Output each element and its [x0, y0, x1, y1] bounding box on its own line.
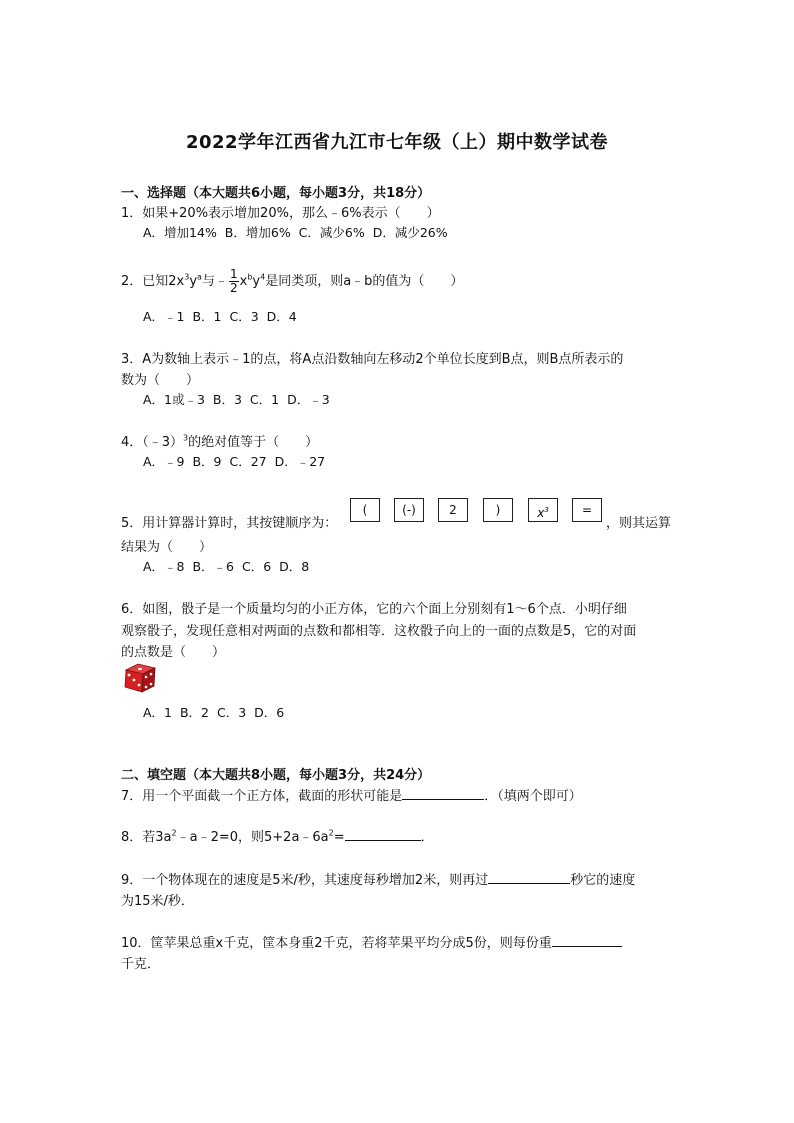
question-1: 1．如果+20%表示增加20%，那么﹣6%表示（ ） [121, 206, 440, 221]
question-3-line2: 数为（ ） [121, 373, 200, 388]
fraction-half: $\frac{1}{2}$ [229, 267, 238, 295]
page-title: 2022学年江西省九江市七年级（上）期中数学试卷 [185, 132, 609, 153]
question-5-prefix: 5．用计算器计算时，其按键顺序为： [121, 516, 338, 531]
dice-image [122, 661, 158, 695]
question-8: 8．若$3a^2﹣a﹣2=0$，则$5+2a﹣6a^2=$ ． [121, 828, 434, 845]
calc-key-power: $x^3$ [528, 498, 558, 522]
question-2-options: A．﹣1 B．1 C．3 D．4 [143, 309, 297, 324]
question-9-line1: 9．一个物体现在的速度是5米/秒，其速度每秒增加2米，则再过 秒它的速度 [121, 873, 636, 888]
answer-blank [552, 934, 622, 947]
question-5-line2: 结果为（ ） [121, 540, 213, 555]
question-3-options: A．1或﹣3 B．3 C．1 D．﹣3 [143, 392, 330, 407]
question-4: 4．（﹣3）$^3$的绝对值等于（ ） [121, 433, 319, 450]
answer-blank [488, 871, 570, 884]
calc-key-equals: = [572, 498, 602, 522]
question-1-options: A．增加14% B．增加6% C．减少6% D．减少26% [143, 225, 448, 240]
section-heading-choice: 一、选择题（本大题共6小题，每小题3分，共18分） [121, 186, 431, 201]
question-5-suffix: ，则其运算 [606, 516, 672, 531]
question-2: 2．已知$2x^3y^a$与﹣ $\frac{1}{2}$ $x^by^4$是同类项，则a﹣b的值为（ ） [121, 267, 464, 295]
section-heading-fill: 二、填空题（本大题共8小题，每小题3分，共24分） [121, 768, 431, 783]
question-3-line1: 3．A为数轴上表示﹣1的点，将A点沿数轴向左移动2个单位长度到B点，则B点所表示的 [121, 352, 624, 367]
question-6-line2: 观察骰子，发现任意相对两面的点数和都相等．这枚骰子向上的一面的点数是5，它的对面 [121, 624, 637, 639]
question-10-line1: 10．筐苹果总重x千克，筐本身重2千克，若将苹果平均分成5份，则每份重 [121, 932, 622, 951]
calc-key-open-paren: ( [350, 498, 380, 522]
question-4-options: A．﹣9 B．9 C．27 D．﹣27 [143, 454, 326, 469]
answer-blank [345, 828, 421, 841]
calc-key-close-paren: ) [483, 498, 513, 522]
answer-blank [402, 787, 484, 800]
calc-key-two: 2 [438, 498, 468, 522]
question-10-line2: 千克． [121, 957, 161, 972]
question-6-line3: 的点数是（ ） [121, 645, 226, 660]
question-9-line2: 为15米/秒． [121, 894, 194, 909]
question-6-line1: 6．如图，骰子是一个质量均匀的小正方体，它的六个面上分别刻有1～6个点．小明仔细 [121, 602, 627, 617]
calc-key-negative: (-) [394, 498, 424, 522]
question-7: 7．用一个平面截一个正方体，截面的形状可能是 ．（填两个即可） [121, 789, 582, 804]
question-6-options: A．1 B．2 C．3 D．6 [143, 705, 285, 720]
question-5-options: A．﹣8 B．﹣6 C．6 D．8 [143, 559, 310, 574]
